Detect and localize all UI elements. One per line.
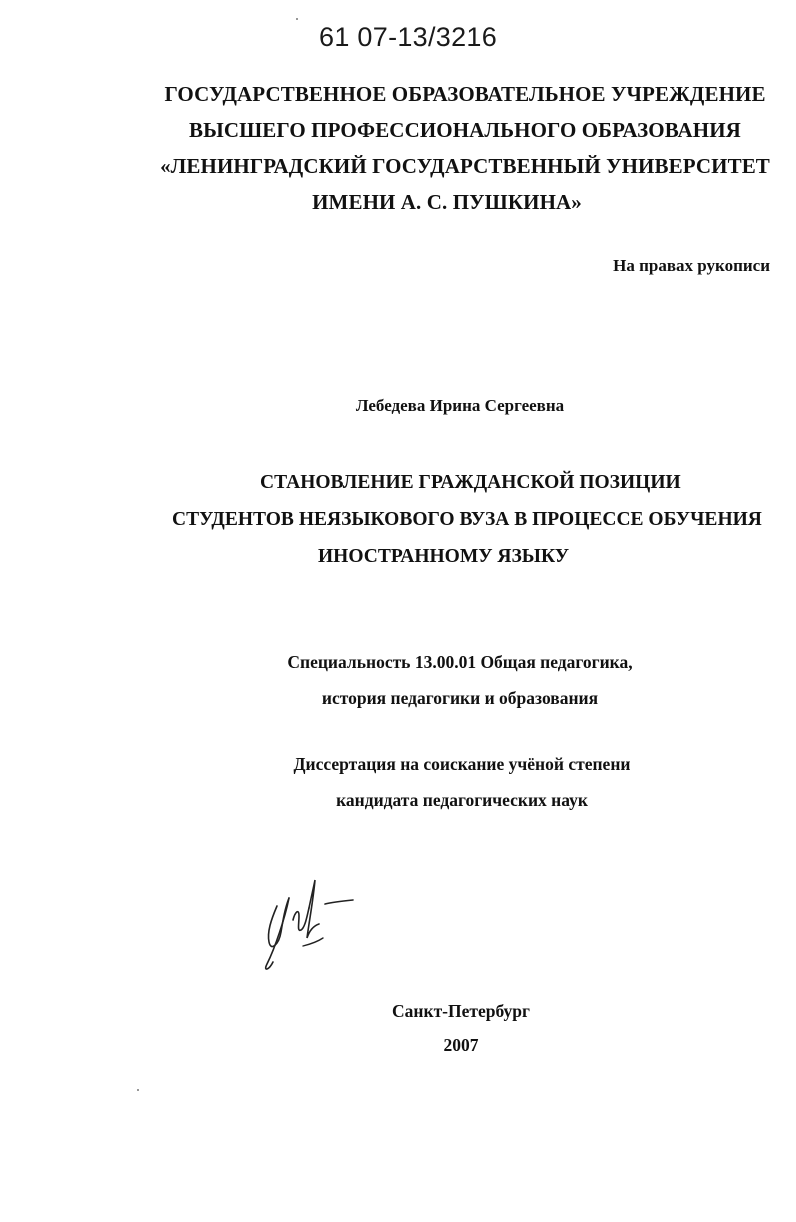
- degree-statement: [242, 746, 682, 818]
- specialty-line: история педагогики и образования: [321, 688, 599, 708]
- thesis-title-line: ИНОСТРАННОМУ ЯЗЫКУ: [318, 546, 570, 567]
- place-and-year: [300, 994, 622, 1062]
- institution-header: [150, 76, 780, 220]
- institution-line: «ЛЕНИНГРАДСКИЙ ГОСУДАРСТВЕННЫЙ УНИВЕРСИТЕТ: [160, 154, 770, 178]
- scan-speck: [296, 18, 298, 20]
- handwritten-signature: [255, 868, 365, 978]
- institution-line: ИМЕНИ А. С. ПУШКИНА»: [312, 190, 582, 214]
- institution-line: ГОСУДАРСТВЕННОЕ ОБРАЗОВАТЕЛЬНОЕ УЧРЕЖДЕНИЕ: [164, 82, 766, 106]
- degree-line: кандидата педагогических наук: [336, 790, 588, 810]
- year: 2007: [443, 1035, 479, 1055]
- degree-line: Диссертация на соискание учёной степени: [293, 754, 631, 774]
- city: Санкт-Петербург: [392, 1001, 530, 1021]
- thesis-title-line: СТУДЕНТОВ НЕЯЗЫКОВОГО ВУЗА В ПРОЦЕССЕ ОБУЧЕНИЯ: [172, 509, 762, 530]
- catalog-number: 61 07-13/3216: [319, 22, 498, 52]
- scan-speck: [137, 1089, 139, 1091]
- institution-line: ВЫСШЕГО ПРОФЕССИОНАЛЬНОГО ОБРАЗОВАНИЯ: [189, 118, 741, 142]
- author-name: Лебедева Ирина Сергеевна: [355, 396, 565, 415]
- specialty-line: Специальность 13.00.01 Общая педагогика,: [287, 652, 633, 672]
- rights-note: На правах рукописи: [613, 256, 770, 275]
- specialty: [240, 644, 680, 716]
- thesis-title-line: СТАНОВЛЕНИЕ ГРАЖДАНСКОЙ ПОЗИЦИИ: [260, 472, 681, 493]
